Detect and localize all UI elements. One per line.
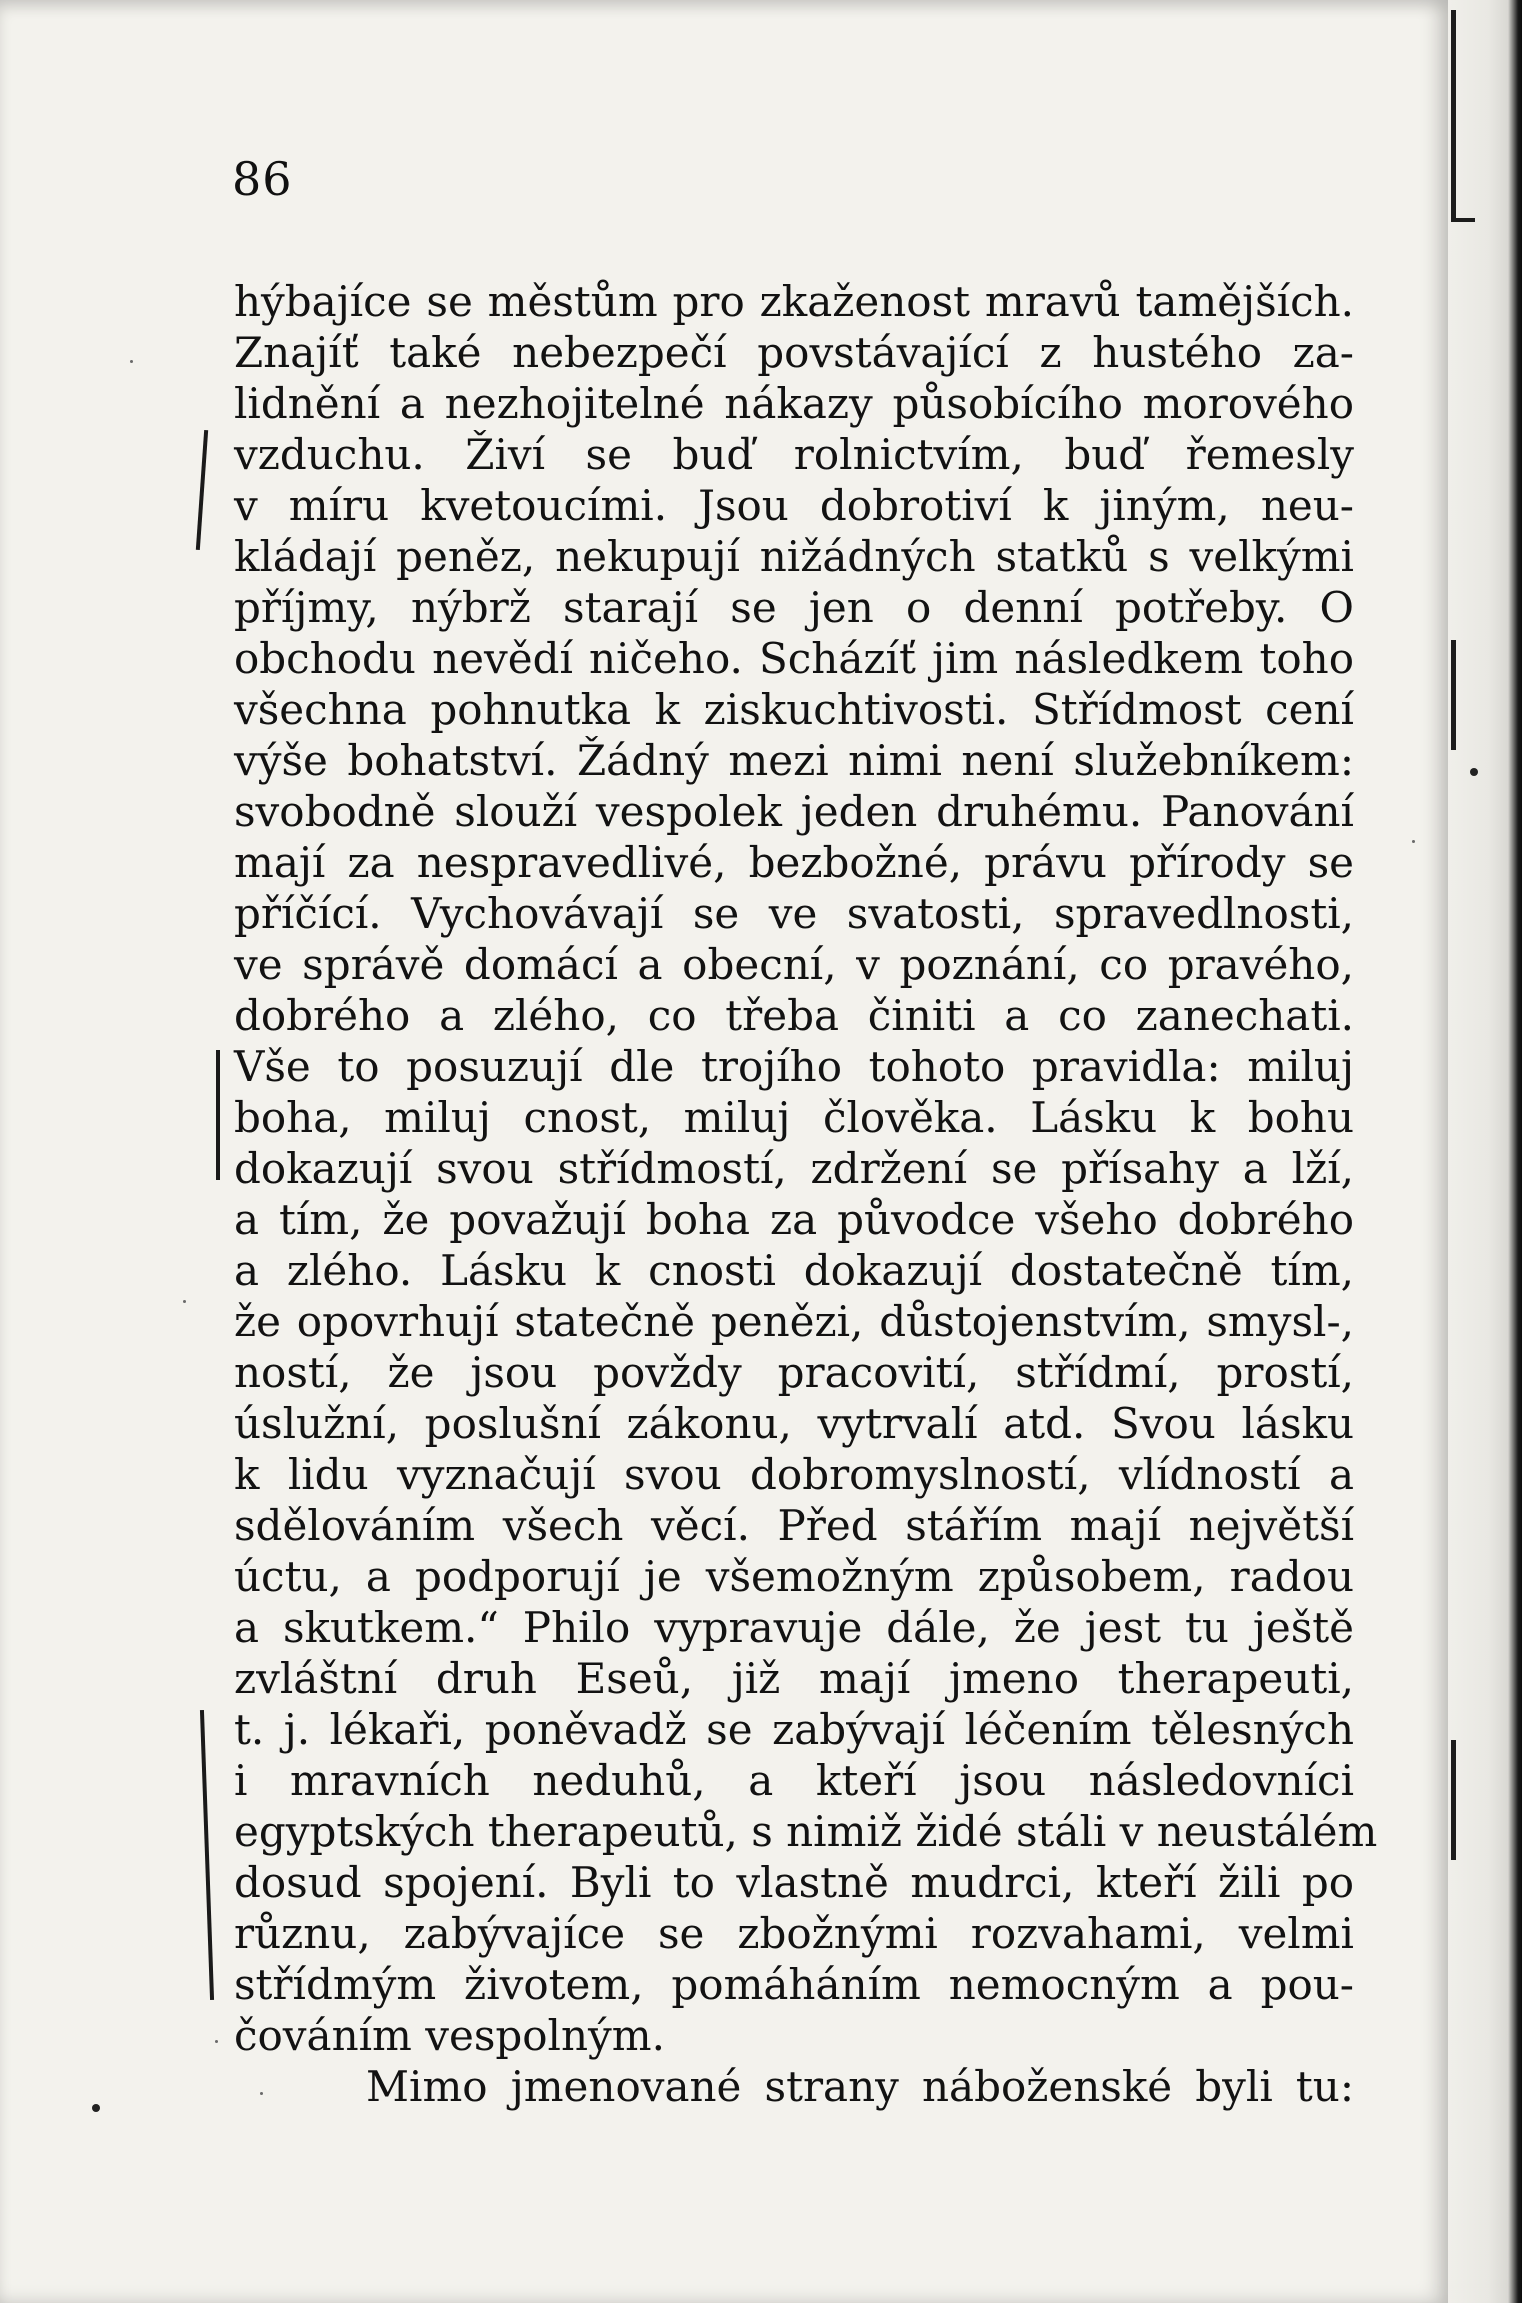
- margin-dot: [1470, 768, 1478, 776]
- text-line: obchodu nevědí ničeho. Scházíť jim následkem toho: [234, 634, 1354, 683]
- text-line: sdělováním všech věcí. Před stářím mají největší: [234, 1501, 1354, 1550]
- paper-speck: [260, 2092, 263, 2095]
- margin-dot: [92, 2104, 100, 2112]
- text-line: střídmým životem, pomáháním nemocným a pou-: [234, 1960, 1354, 2009]
- edge-line: [1451, 10, 1456, 220]
- edge-line: [1451, 1740, 1456, 1860]
- paper-speck: [1412, 840, 1415, 843]
- text-line: k lidu vyznačují svou dobromyslností, vlídností a: [234, 1450, 1354, 1499]
- page-body-text: [234, 276, 1378, 2112]
- text-line: ností, že jsou povždy pracovití, střídmí, prostí,: [234, 1348, 1354, 1397]
- text-line: egyptských therapeutů, s nimiž židé stáli v neustálém: [234, 1807, 1378, 1856]
- text-line: ve správě domácí a obecní, v poznání, co pravého,: [234, 940, 1354, 989]
- text-line: vzduchu. Živí se buď rolnictvím, buď řemesly: [234, 430, 1354, 479]
- text-line: mají za nespravedlivé, bezbožné, právu přírody se: [234, 838, 1354, 887]
- text-line: úctu, a podporují je všemožným způsobem, radou: [234, 1552, 1354, 1601]
- edge-line: [1451, 640, 1456, 750]
- text-line: že opovrhují statečně penězi, důstojenstvím, smysl-,: [234, 1297, 1354, 1346]
- text-line: dokazují svou střídmostí, zdržení se přísahy a lží,: [234, 1144, 1354, 1193]
- text-line: Znajíť také nebezpečí povstávající z hustého za-: [234, 328, 1354, 377]
- text-line: Vše to posuzují dle trojího tohoto pravidla: miluj: [234, 1042, 1354, 1091]
- text-line: příčící. Vychovávají se ve svatosti, spravedlnosti,: [234, 889, 1354, 938]
- edge-line: [1451, 218, 1475, 222]
- paper-speck: [215, 2040, 218, 2043]
- text-line: kládají peněz, nekupují nižádných statků s velkými: [234, 532, 1354, 581]
- text-line: hýbajíce se městům pro zkaženost mravů tamějších.: [234, 277, 1354, 326]
- paragraph-first-line: Mimo jmenované strany náboženské byli tu:: [366, 2062, 1354, 2111]
- margin-pencil-mark: [216, 1050, 220, 1180]
- page-edge: [1448, 0, 1522, 2303]
- text-line: všechna pohnutka k ziskuchtivosti. Střídmost cení: [234, 685, 1354, 734]
- text-line: a tím, že považují boha za původce všeho dobrého: [234, 1195, 1354, 1244]
- text-line: a skutkem.“ Philo vypravuje dále, že jest tu ještě: [234, 1603, 1354, 1652]
- text-line: příjmy, nýbrž starají se jen o denní potřeby. O: [234, 583, 1354, 632]
- text-line: výše bohatství. Žádný mezi nimi není služebníkem:: [234, 736, 1354, 785]
- text-line: boha, miluj cnost, miluj člověka. Lásku k bohu: [234, 1093, 1354, 1142]
- text-line: svobodně slouží vespolek jeden druhému. Panování: [234, 787, 1354, 836]
- page-number: 86: [232, 152, 293, 206]
- text-line: i mravních neduhů, a kteří jsou následovníci: [234, 1756, 1354, 1805]
- text-line: úslužní, poslušní zákonu, vytrvalí atd. Svou lásku: [234, 1399, 1354, 1448]
- text-line: čováním vespolným.: [234, 2011, 665, 2060]
- text-line: dobrého a zlého, co třeba činiti a co zanechati.: [234, 991, 1354, 1040]
- text-line: lidnění a nezhojitelné nákazy působícího morového: [234, 379, 1354, 428]
- text-line: různu, zabývajíce se zbožnými rozvahami, velmi: [234, 1909, 1354, 1958]
- text-line: v míru kvetoucími. Jsou dobrotiví k jiným, neu-: [234, 481, 1354, 530]
- text-line: dosud spojení. Byli to vlastně mudrci, kteří žili po: [234, 1858, 1354, 1907]
- text-line: t. j. lékaři, poněvadž se zabývají léčením tělesných: [234, 1705, 1354, 1754]
- text-line: zvláštní druh Eseů, již mají jmeno therapeuti,: [234, 1654, 1354, 1703]
- text-line: a zlého. Lásku k cnosti dokazují dostatečně tím,: [234, 1246, 1354, 1295]
- paper-speck: [130, 360, 133, 363]
- paper-speck: [183, 1300, 186, 1303]
